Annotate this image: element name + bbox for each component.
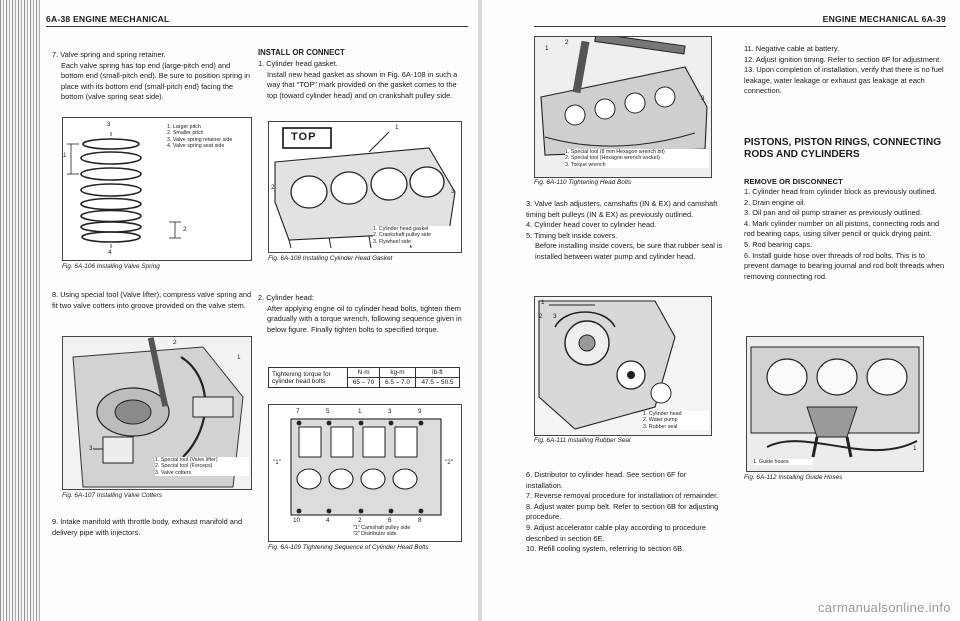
callout-1: 1 [913, 445, 917, 452]
bolt-number: 1 [358, 408, 362, 415]
step-1-head-gasket: 1. Cylinder head gasket. Install new head gasket as shown in Fig. 6A-108 in such a way that "TOP" mark provided on the gasket comes to the top (toward cylinder head) and on crankshaft pulley side. [258, 59, 458, 100]
figure-6a-112 [746, 336, 924, 472]
bolt-number: 8 [418, 517, 422, 524]
watermark: carmanualsonline.info [818, 600, 951, 615]
callout-2: 2 [539, 313, 543, 320]
figure-caption: Fig. 6A-111 Installing Rubber Seal [534, 437, 631, 444]
figure-caption: Fig. 6A-110 Tightening Head Bolts [534, 179, 632, 186]
header-kgm: kg-m [379, 368, 415, 378]
callout-1: 1 [63, 152, 67, 159]
steps-6-to-10: 6. Distributor to cylinder head. See section 6F for installation. 7. Reverse removal procedure for installation of remainder. 8. Adjust water pump belt. Refer to section 6B for adjusting procedure. 9. Adjust accelerator cable play according to procedure described in section 6E. 10. Refill cooling system, referring to section 6B. [526, 470, 719, 554]
figure-caption: Fig. 6A-108 Installing Cylinder Head Gasket [268, 255, 393, 262]
figure-legend: 1. Cylinder head 2. Water pump 3. Rubber seal [643, 411, 709, 430]
figure-legend: 1. Guide hoses [753, 459, 813, 465]
callout-2: 2 [183, 226, 187, 233]
callout-1: 1 [541, 299, 545, 306]
figure-6a-110 [534, 36, 712, 178]
value-nm: 65 – 70 [348, 378, 380, 388]
bolt-number: 4 [326, 517, 330, 524]
top-mark: TOP [291, 131, 317, 143]
figure-legend: 1. Special tool (Valve lifter) 2. Special tool (Forceps) 3. Valve cotters [155, 457, 249, 476]
bolt-number: 9 [418, 408, 422, 415]
callout-3: 3 [701, 95, 705, 102]
remove-heading: REMOVE OR DISCONNECT [744, 177, 843, 186]
callout-1: 1 [395, 124, 399, 131]
steps-3-to-5: 3. Valve lash adjusters, camshafts (IN & EX) and camshaft timing belt pulleys (IN & EX) as previously outlined. 4. Cylinder head cover to cylinder head. 5. Timing belt inside covers. Before installing inside covers, be sure that rubber seal is installed between water pump and cylinder head. [526, 199, 723, 261]
step-7-valve-spring: 7. Valve spring and spring retainer. Each valve spring has top end (large-pitch end) and bottom end (small-pitch end). Be sure to position spring in place with its bottom end (small-pitch end) facing the bottom (valve spring seat side). [52, 50, 250, 102]
callout-2: 2 [271, 184, 275, 191]
bolt-number: 10 [293, 517, 301, 524]
bolt-number: 2 [358, 517, 362, 524]
left-page-header: 6A-38 ENGINE MECHANICAL [46, 14, 170, 24]
steps-11-to-13: 11. Negative cable at battery. 12. Adjust ignition timing. Refer to section 6F for adjustment. 13. Upon completion of installation, verify that there is no fuel leakage, water leakage or exhaust gas leakage at each connection. [744, 44, 944, 96]
page-edge-scan-artifact [0, 0, 40, 621]
figure-6a-111 [534, 296, 712, 436]
callout-1: 1 [545, 45, 549, 52]
left-page [0, 0, 478, 621]
callout-3: 3 [451, 188, 455, 195]
torque-spec-table [268, 367, 460, 388]
step-8-valve-cotters: 8. Using special tool (Valve lifter), compress valve spring and fit two valve cotters into groove provided on the valve stem. [52, 290, 252, 310]
figure-legend: 1. Cylinder head gasket 2. Crankshaft pulley side 3. Flywheel side [373, 226, 459, 245]
header-lbft: lb-ft [415, 368, 459, 378]
step-2-cylinder-head: 2. Cylinder head: After applying engne oil to cylinder head bolts, tighten them gradually with a torque wrench, following sequence given in below figure. Finally tighten bolts to specified torque. [258, 293, 462, 334]
bolt-number: 3 [388, 408, 392, 415]
right-page-header: ENGINE MECHANICAL 6A-39 [822, 14, 946, 24]
header-nm: N·m [348, 368, 380, 378]
value-kgm: 6.5 – 7.0 [379, 378, 415, 388]
figure-legend: 1. Special tool (8 mm Hexagon wrench bit) 2. Special tool (Hexagon wrench socket) 3. Torque wrench [565, 149, 709, 168]
right-page [482, 0, 960, 621]
install-heading: INSTALL OR CONNECT [258, 48, 345, 57]
bolt-number: 6 [388, 517, 392, 524]
figure-caption: Fig. 6A-112 Installing Guide Hoses [744, 474, 843, 481]
figure-caption: Fig. 6A-109 Tightening Sequence of Cylinder Head Bolts [268, 544, 429, 551]
callout-3: 3 [553, 313, 557, 320]
removal-steps: 1. Cylinder head from cylinder block as previously outlined. 2. Drain engine oil. 3. Oil pan and oil pump strainer as previously outlined. 4. Mark cylinder number on all pistons, connecting rods and rod bearing caps, using silver pencil or quick drying paint. 5. Rod bearing caps. 6. Install guide hose over threads of rod bolts. This is to prevent damage to bearing journal and rod bolt threads when removing connecting rod. [744, 187, 945, 281]
callout-1: 1 [237, 354, 241, 361]
figure-legend: "1" Camshaft pulley side "2" Distributor side [353, 525, 411, 538]
step-9-manifolds: 9. Intake manifold with throttle body, exhaust manifold and delivery pipe with injectors. [52, 517, 243, 537]
callout-3: 3 [89, 445, 93, 452]
figure-6a-108 [268, 121, 462, 253]
torque-label: Tightening torque for cylinder head bolts [269, 368, 348, 388]
header-rule [46, 26, 468, 27]
header-rule [534, 26, 946, 27]
figure-6a-106 [62, 117, 252, 261]
figure-caption: Fig. 6A-107 Installing Valve Cotters [62, 492, 162, 499]
figure-caption: Fig. 6A-106 Installing Valve Spring [62, 263, 160, 270]
bolt-number: 5 [326, 408, 330, 415]
section-heading: PISTONS, PISTON RINGS, CONNECTING RODS AND CYLINDERS [744, 137, 942, 160]
figure-6a-109 [268, 404, 462, 542]
figure-legend: 1. Larger pitch 2. Smaller pitch 3. Valve spring retainer side 4. Valve spring seat side [167, 124, 233, 150]
callout-4: 4 [108, 249, 112, 256]
bolt-number: 7 [296, 408, 300, 415]
callout-2: 2 [173, 339, 177, 346]
figure-6a-107 [62, 336, 252, 490]
callout-2: 2 [565, 39, 569, 46]
value-lbft: 47.5 – 50.5 [415, 378, 459, 388]
guide-hoses-illustration [747, 337, 923, 471]
callout-3: 3 [107, 121, 111, 128]
side-label-2: "2" [445, 459, 453, 466]
side-label-1: "1" [273, 459, 281, 466]
